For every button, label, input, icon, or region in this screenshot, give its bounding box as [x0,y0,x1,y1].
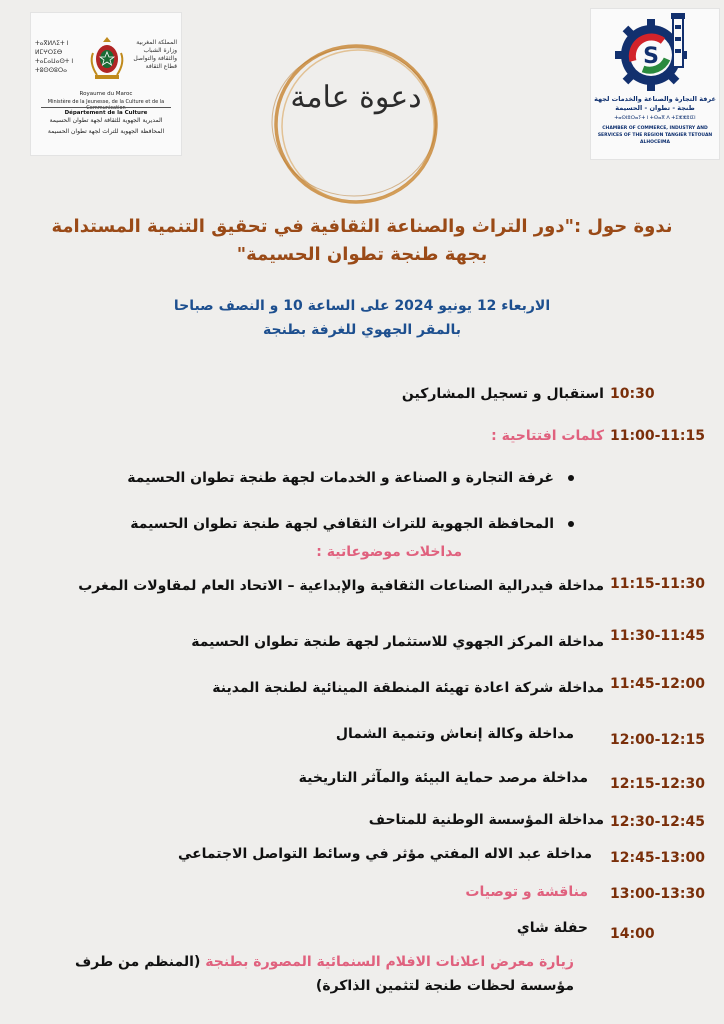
ministry-logo-french-1: Royaume du Maroc [79,91,133,97]
program-time-talk-7: 12:45-13:00 [610,850,705,866]
program-item-opening: كلمات افتتاحية : [491,428,604,444]
visit-line-2: مؤسسة لحظات طنجة لتثمين الذاكرة) [315,978,574,994]
program-item-talk-6: مداخلة المؤسسة الوطنية للمتاحف [368,812,604,828]
opening-bullet-1 [127,470,574,486]
royal-emblem-icon [87,35,127,83]
talks-header: مداخلات موضوعاتية : [316,544,462,560]
bullet-dot [568,521,574,527]
ministry-logo-arabic-2: المحافظة الجهوية للتراث لجهة تطوان الحسيمة [47,128,165,135]
program-time-talk-1: 11:15-11:30 [610,576,705,592]
program-item-talk-7: مداخلة عبد الاله المفتي مؤثر في وسائط التواصل الاجتماعي [177,846,592,862]
date-line: الاربعاء 12 يونيو 2024 على الساعة 10 و النصف صباحا [173,298,551,314]
program-time-opening: 11:00-11:15 [610,428,705,444]
program-item-visit [30,950,574,998]
program-item-talk-1: مداخلة فيدرالية الصناعات الثقافية والإبداعية – الاتحاد العام لمقاولات المغرب [78,578,604,594]
visit-organizer: (المنظم من طرف [75,954,206,970]
ministry-logo-arabic-top: المملكة المغربية وزارة الشباب والثقافة والتواصل قطاع الثقافة [133,39,177,70]
opening-bullet-2-text: المحافظة الجهوية للتراث الثقافي لجهة طنجة تطوان الحسيمة [130,516,554,532]
opening-bullet-1-text: غرفة التجارة و الصناعة و الخدمات لجهة طنجة تطوان الحسيمة [127,470,554,486]
svg-text:S: S [643,44,659,69]
program-time-talk-3: 11:45-12:00 [610,676,705,692]
gold-circle-ornament [268,40,444,208]
chamber-logo [590,8,720,160]
program-item-talk-5: مداخلة مرصد حماية البيئة والمآثر التاريخية [298,770,588,786]
seminar-headline-line-2: بجهة طنجة تطوان الحسيمة" [236,244,488,265]
program-time-talk-4: 12:00-12:15 [610,732,705,748]
program-item-tea: حفلة شاي [516,920,588,936]
program-time-discussion: 13:00-13:30 [610,886,705,902]
program-item-talk-2: مداخلة المركز الجهوي للاستثمار لجهة طنجة تطوان الحسيمة [191,634,604,650]
venue-line: بالمقر الجهوي للغرفة بطنجة [263,322,461,338]
ministry-logo-tifinagh: ⵜⴰⴳⵍⴷⵉⵜ ⵏ ⵍⵎⵖⵔⵉⴱ ⵜⴰⵎⴰⵡⴰⵙⵜ ⵏ ⵜⵓⵙⵙⵓⵔⴰ [35,40,74,74]
program-time-talk-5: 12:15-12:30 [610,776,705,792]
seminar-headline-line-1: ندوة حول :"دور التراث والصناعة الثقافية في تحقيق التنمية المستدامة [51,216,673,237]
program-time-tea: 14:00 [610,926,655,942]
chamber-gear-lighthouse-icon [613,11,697,95]
page-title: دعوة عامة [290,80,422,115]
chamber-logo-arabic: غرفة التجارة والصناعة والخدمات لجهة طنجة - تطوان - الحسيمة [594,95,716,112]
program-item-talk-4: مداخلة وكالة إنعاش وتنمية الشمال [335,726,574,742]
program-item-reception: استقبال و تسجيل المشاركين [401,386,604,402]
ministry-logo [30,12,182,156]
program-time-talk-6: 12:30-12:45 [610,814,705,830]
chamber-logo-english: CHAMBER OF COMMERCE, INDUSTRY AND SERVICES OF THE REGION TANGIER TETOUAN ALHOCEIMA [597,126,713,145]
visit-highlight: زيارة معرض اعلانات الافلام السنمائية المصورة بطنجة [205,954,574,970]
bullet-dot [568,475,574,481]
program-time-reception: 10:30 [610,386,655,402]
ministry-logo-arabic-1: المديرية الجهوية للثقافة لجهة تطوان الحسيمة [49,117,163,124]
program-item-discussion: مناقشة و توصيات [465,884,588,900]
chamber-logo-tifinagh: ⵜⴰⵙⵏⵓⵔⴰⵢⵜ ⵏ ⵜⵙⴰⴳ ⴷ ⵜⵉⵣⵣⵓⵏⵉⵏ [614,115,696,121]
opening-bullet-2 [130,516,574,532]
ministry-logo-french-3: Département de la Culture [64,110,148,116]
program-item-talk-3: مداخلة شركة اعادة تهيئة المنطقة المينائية لطنجة المدينة [212,680,604,696]
program-time-talk-2: 11:30-11:45 [610,628,705,644]
ministry-logo-divider [41,107,171,108]
ministry-logo-french-2: Ministère de la Jeunesse, de la Culture et de la Communication [47,99,165,111]
